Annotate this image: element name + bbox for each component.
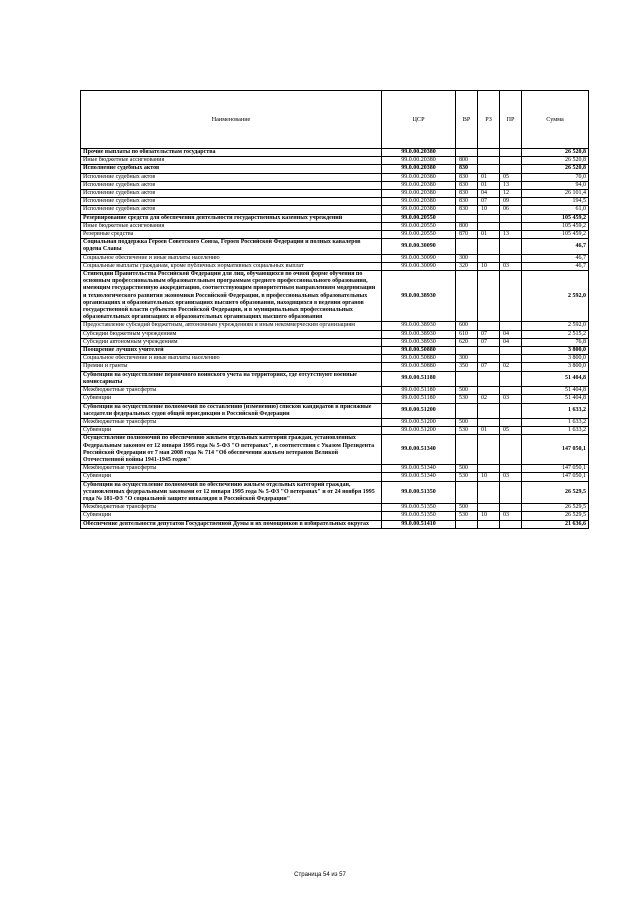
cell-vr: 320: [456, 262, 478, 270]
cell-sum: 46,7: [522, 254, 589, 262]
table-row: [81, 512, 589, 520]
cell-sum: 26 529,5: [522, 512, 589, 520]
cell-csr: 99.0.00.30090: [382, 262, 456, 270]
cell-csr: 99.0.00.30090: [382, 239, 456, 254]
cell-pr: 04: [500, 338, 522, 346]
table-row: [81, 504, 589, 512]
cell-sum: 26 520,8: [522, 149, 589, 157]
cell-name: Межбюджетные трансферты: [81, 387, 382, 395]
cell-rz: 04: [478, 190, 500, 198]
cell-csr: 99.0.00.20380: [382, 173, 456, 181]
cell-pr: 13: [500, 231, 522, 239]
cell-vr: 500: [456, 504, 478, 512]
cell-csr: 99.0.00.51200: [382, 403, 456, 418]
cell-pr: [500, 157, 522, 165]
cell-vr: 600: [456, 322, 478, 330]
table-row: [81, 473, 589, 481]
cell-csr: 99.0.00.51340: [382, 465, 456, 473]
cell-csr: 99.0.00.51350: [382, 512, 456, 520]
cell-pr: [500, 435, 522, 465]
cell-pr: 03: [500, 395, 522, 403]
table-row: [81, 181, 589, 189]
cell-pr: 04: [500, 330, 522, 338]
table-row: [81, 262, 589, 270]
cell-csr: 99.0.00.20380: [382, 206, 456, 214]
table-row: [81, 206, 589, 214]
budget-table: [80, 90, 589, 529]
table-row: [81, 231, 589, 239]
cell-sum: 147 050,1: [522, 465, 589, 473]
cell-sum: 51 404,8: [522, 371, 589, 386]
cell-name: Социальное обеспечение и иные выплаты населению: [81, 355, 382, 363]
cell-name: Резервные средства: [81, 231, 382, 239]
cell-pr: [500, 371, 522, 386]
table-row: [81, 198, 589, 206]
table-row: [81, 338, 589, 346]
table-row: [81, 157, 589, 165]
cell-rz: 10: [478, 512, 500, 520]
cell-name: Субсидии автономным учреждениям: [81, 338, 382, 346]
cell-csr: 99.0.00.38930: [382, 330, 456, 338]
header-vr: ВР: [456, 91, 478, 149]
cell-pr: [500, 520, 522, 528]
cell-name: Исполнение судебных актов: [81, 198, 382, 206]
cell-sum: 26 520,8: [522, 165, 589, 173]
cell-pr: 13: [500, 181, 522, 189]
table-row: [81, 465, 589, 473]
table-row: [81, 271, 589, 322]
cell-name: Субвенции: [81, 395, 382, 403]
cell-csr: 99.0.00.38930: [382, 322, 456, 330]
cell-sum: 26 529,5: [522, 481, 589, 504]
cell-rz: [478, 149, 500, 157]
cell-rz: [478, 481, 500, 504]
cell-rz: [478, 165, 500, 173]
cell-pr: [500, 347, 522, 355]
cell-pr: [500, 403, 522, 418]
cell-rz: [478, 214, 500, 222]
cell-csr: 99.0.00.51180: [382, 387, 456, 395]
cell-csr: 99.0.00.20380: [382, 181, 456, 189]
cell-sum: 105 459,2: [522, 231, 589, 239]
table-header-row: [81, 91, 589, 149]
cell-rz: [478, 387, 500, 395]
cell-name: Субвенции на осуществление полномочий по обеспечению жильем отдельных категорий граждан, установленных федеральными законами от 12 января 1995 года № 5-ФЗ "О ветеранах" и от 24 ноября 1995 года № 181-ФЗ "О социальной защите инвалидов в Российской Федерации": [81, 481, 382, 504]
cell-rz: 02: [478, 395, 500, 403]
cell-sum: 51 404,8: [522, 387, 589, 395]
cell-sum: 46,7: [522, 262, 589, 270]
cell-pr: 09: [500, 198, 522, 206]
cell-pr: [500, 254, 522, 262]
table-row: [81, 371, 589, 386]
table-row: [81, 363, 589, 371]
cell-sum: 26 529,5: [522, 504, 589, 512]
cell-vr: 530: [456, 512, 478, 520]
cell-sum: 26 520,8: [522, 157, 589, 165]
table-row: [81, 355, 589, 363]
cell-csr: 99.0.00.51180: [382, 371, 456, 386]
cell-rz: [478, 435, 500, 465]
cell-vr: [456, 271, 478, 322]
cell-vr: [456, 403, 478, 418]
cell-vr: 830: [456, 165, 478, 173]
header-pr: ПР: [500, 91, 522, 149]
cell-name: Предоставление субсидий бюджетным, автономным учреждениям и иным некоммерческим организациям: [81, 322, 382, 330]
cell-rz: 01: [478, 231, 500, 239]
table-row: [81, 239, 589, 254]
cell-rz: [478, 355, 500, 363]
table-row: [81, 427, 589, 435]
cell-rz: [478, 222, 500, 230]
cell-csr: 99.0.00.50880: [382, 355, 456, 363]
cell-rz: [478, 504, 500, 512]
cell-vr: [456, 520, 478, 528]
cell-rz: [478, 403, 500, 418]
cell-rz: 07: [478, 338, 500, 346]
cell-vr: 830: [456, 173, 478, 181]
cell-csr: 99.0.00.20380: [382, 165, 456, 173]
cell-rz: [478, 520, 500, 528]
cell-name: Стипендии Правительства Российской Федерации для лиц, обучающихся по очной форме обучения по основным профессиональным образовательным программам среднего профессионального образования, имеющим государственную аккредитацию, соответствующим приоритетным направлениям модернизации и технологического развития экономики Российской Федерации, в профессиональных образовательных организациях и образовательных организациях высшего образования, находящихся в ведении органов государственной власти субъектов Российской Федерации, и в муниципальных профессиональных образовательных организациях и образовательных организациях высшего образования: [81, 271, 382, 322]
page-number: Страница 54 из 57: [294, 872, 346, 878]
cell-sum: 76,8: [522, 338, 589, 346]
cell-vr: [456, 481, 478, 504]
cell-rz: 07: [478, 330, 500, 338]
cell-sum: 94,0: [522, 181, 589, 189]
table-row: [81, 395, 589, 403]
cell-rz: 01: [478, 181, 500, 189]
cell-name: Субвенции: [81, 473, 382, 481]
cell-sum: 2 592,0: [522, 322, 589, 330]
cell-vr: 300: [456, 355, 478, 363]
cell-csr: 99.0.00.20550: [382, 214, 456, 222]
cell-pr: [500, 165, 522, 173]
cell-pr: 05: [500, 173, 522, 181]
cell-sum: 1 633,2: [522, 427, 589, 435]
cell-sum: 1 633,2: [522, 418, 589, 426]
cell-sum: 105 459,2: [522, 214, 589, 222]
cell-name: Межбюджетные трансферты: [81, 418, 382, 426]
cell-vr: 500: [456, 387, 478, 395]
cell-pr: [500, 355, 522, 363]
table-row: [81, 173, 589, 181]
cell-csr: 99.0.00.20380: [382, 198, 456, 206]
cell-rz: 01: [478, 173, 500, 181]
cell-name: Иные бюджетные ассигнования: [81, 157, 382, 165]
cell-csr: 99.0.00.51410: [382, 520, 456, 528]
cell-rz: 10: [478, 473, 500, 481]
cell-sum: 3 800,0: [522, 355, 589, 363]
cell-vr: 800: [456, 157, 478, 165]
cell-sum: 194,5: [522, 198, 589, 206]
cell-name: Социальная поддержка Героев Советского Союза, Героев Российской Федерации и полных кавалеров ордена Славы: [81, 239, 382, 254]
header-rz: РЗ: [478, 91, 500, 149]
table-row: [81, 214, 589, 222]
cell-name: Поощрение лучших учителей: [81, 347, 382, 355]
cell-rz: [478, 418, 500, 426]
cell-pr: [500, 271, 522, 322]
cell-rz: 01: [478, 427, 500, 435]
cell-vr: 830: [456, 181, 478, 189]
header-sum: Сумма: [522, 91, 589, 149]
table-body: [81, 149, 589, 529]
cell-sum: 26 101,4: [522, 190, 589, 198]
cell-pr: [500, 222, 522, 230]
table-row: [81, 322, 589, 330]
cell-vr: [456, 149, 478, 157]
cell-rz: [478, 271, 500, 322]
table-row: [81, 330, 589, 338]
cell-vr: 610: [456, 330, 478, 338]
cell-vr: [456, 435, 478, 465]
cell-pr: 03: [500, 262, 522, 270]
cell-vr: 830: [456, 190, 478, 198]
cell-rz: [478, 322, 500, 330]
cell-csr: 99.0.00.20550: [382, 231, 456, 239]
cell-rz: 10: [478, 206, 500, 214]
cell-rz: [478, 157, 500, 165]
cell-vr: 870: [456, 231, 478, 239]
cell-name: Субвенции: [81, 427, 382, 435]
cell-rz: [478, 254, 500, 262]
cell-pr: [500, 504, 522, 512]
cell-pr: [500, 418, 522, 426]
cell-name: Исполнение судебных актов: [81, 206, 382, 214]
table-row: [81, 222, 589, 230]
cell-name: Иные бюджетные ассигнования: [81, 222, 382, 230]
cell-pr: [500, 149, 522, 157]
cell-vr: 830: [456, 198, 478, 206]
cell-csr: 99.0.00.50880: [382, 363, 456, 371]
cell-sum: 46,7: [522, 239, 589, 254]
cell-vr: 530: [456, 395, 478, 403]
cell-sum: 61,0: [522, 206, 589, 214]
cell-name: Исполнение судебных актов: [81, 173, 382, 181]
cell-name: Осуществление полномочий по обеспечению жильем отдельных категорий граждан, установленных Федеральным законом от 12 января 1995 года № 5-ФЗ "О ветеранах", в соответствии с Указом Президента Российской Федерации от 7 мая 2008 года № 714 "Об обеспечении жильем ветеранов Великой Отечественной войны 1941-1945 годов": [81, 435, 382, 465]
cell-vr: 800: [456, 222, 478, 230]
table-row: [81, 435, 589, 465]
cell-vr: [456, 214, 478, 222]
cell-vr: [456, 347, 478, 355]
cell-name: Субвенции: [81, 512, 382, 520]
table-row: [81, 254, 589, 262]
table-row: [81, 165, 589, 173]
cell-sum: 2 515,2: [522, 330, 589, 338]
cell-name: Межбюджетные трансферты: [81, 465, 382, 473]
cell-sum: 70,0: [522, 173, 589, 181]
cell-vr: 350: [456, 363, 478, 371]
cell-csr: 99.0.00.20380: [382, 190, 456, 198]
cell-sum: 3 800,0: [522, 347, 589, 355]
cell-csr: 99.0.00.51340: [382, 473, 456, 481]
table-row: [81, 149, 589, 157]
cell-vr: 830: [456, 206, 478, 214]
cell-vr: 530: [456, 473, 478, 481]
table-row: [81, 520, 589, 528]
table-row: [81, 387, 589, 395]
cell-pr: [500, 481, 522, 504]
cell-csr: 99.0.00.38930: [382, 338, 456, 346]
cell-csr: 99.0.00.51200: [382, 427, 456, 435]
cell-pr: [500, 322, 522, 330]
cell-rz: 07: [478, 363, 500, 371]
cell-sum: 2 592,0: [522, 271, 589, 322]
cell-name: Прочие выплаты по обязательствам государства: [81, 149, 382, 157]
cell-sum: 147 050,1: [522, 473, 589, 481]
cell-name: Субвенции на осуществление первичного воинского учета на территориях, где отсутствуют военные комиссариаты: [81, 371, 382, 386]
cell-vr: 300: [456, 254, 478, 262]
cell-vr: [456, 371, 478, 386]
cell-pr: 03: [500, 512, 522, 520]
cell-vr: [456, 239, 478, 254]
cell-rz: 07: [478, 198, 500, 206]
cell-csr: 99.0.00.51350: [382, 504, 456, 512]
cell-name: Субсидии бюджетным учреждениям: [81, 330, 382, 338]
cell-rz: [478, 347, 500, 355]
cell-rz: 10: [478, 262, 500, 270]
cell-name: Резервирование средств для обеспечения деятельности государственных казенных учреждений: [81, 214, 382, 222]
cell-csr: 99.0.00.30090: [382, 254, 456, 262]
cell-pr: [500, 465, 522, 473]
cell-name: Исполнение судебных актов: [81, 165, 382, 173]
header-csr: ЦСР: [382, 91, 456, 149]
cell-pr: [500, 214, 522, 222]
cell-pr: 02: [500, 363, 522, 371]
cell-csr: 99.0.00.20380: [382, 149, 456, 157]
cell-name: Межбюджетные трансферты: [81, 504, 382, 512]
table-row: [81, 418, 589, 426]
table-row: [81, 481, 589, 504]
cell-pr: [500, 387, 522, 395]
cell-pr: 05: [500, 427, 522, 435]
cell-name: Субвенции на осуществление полномочий по составлению (изменению) списков кандидатов в присяжные заседатели федеральных судов общей юрисдикции в Российской Федерации: [81, 403, 382, 418]
cell-pr: [500, 239, 522, 254]
cell-csr: 99.0.00.20550: [382, 222, 456, 230]
cell-sum: 105 459,2: [522, 222, 589, 230]
cell-sum: 3 800,0: [522, 363, 589, 371]
cell-csr: 99.0.00.51350: [382, 481, 456, 504]
cell-rz: [478, 371, 500, 386]
cell-name: Исполнение судебных актов: [81, 190, 382, 198]
cell-sum: 51 404,8: [522, 395, 589, 403]
cell-sum: 21 636,6: [522, 520, 589, 528]
cell-name: Обеспечение деятельности депутатов Государственной Думы и их помощников в избирательных округах: [81, 520, 382, 528]
cell-csr: 99.0.00.38930: [382, 271, 456, 322]
cell-pr: 12: [500, 190, 522, 198]
cell-csr: 99.0.00.51340: [382, 435, 456, 465]
cell-rz: [478, 465, 500, 473]
cell-pr: 06: [500, 206, 522, 214]
cell-csr: 99.0.00.20380: [382, 157, 456, 165]
cell-sum: 147 050,1: [522, 435, 589, 465]
cell-pr: 03: [500, 473, 522, 481]
cell-csr: 99.0.00.50880: [382, 347, 456, 355]
table-row: [81, 190, 589, 198]
cell-name: Премии и гранты: [81, 363, 382, 371]
cell-name: Социальное обеспечение и иные выплаты населению: [81, 254, 382, 262]
cell-sum: 1 633,2: [522, 403, 589, 418]
cell-name: Исполнение судебных актов: [81, 181, 382, 189]
cell-csr: 99.0.00.51180: [382, 395, 456, 403]
cell-vr: 620: [456, 338, 478, 346]
header-name: Наименование: [81, 91, 382, 149]
cell-vr: 500: [456, 418, 478, 426]
cell-name: Социальные выплаты гражданам, кроме публичных нормативных социальных выплат: [81, 262, 382, 270]
table-row: [81, 403, 589, 418]
cell-rz: [478, 239, 500, 254]
cell-vr: 530: [456, 427, 478, 435]
cell-vr: 500: [456, 465, 478, 473]
table-row: [81, 347, 589, 355]
cell-csr: 99.0.00.51200: [382, 418, 456, 426]
